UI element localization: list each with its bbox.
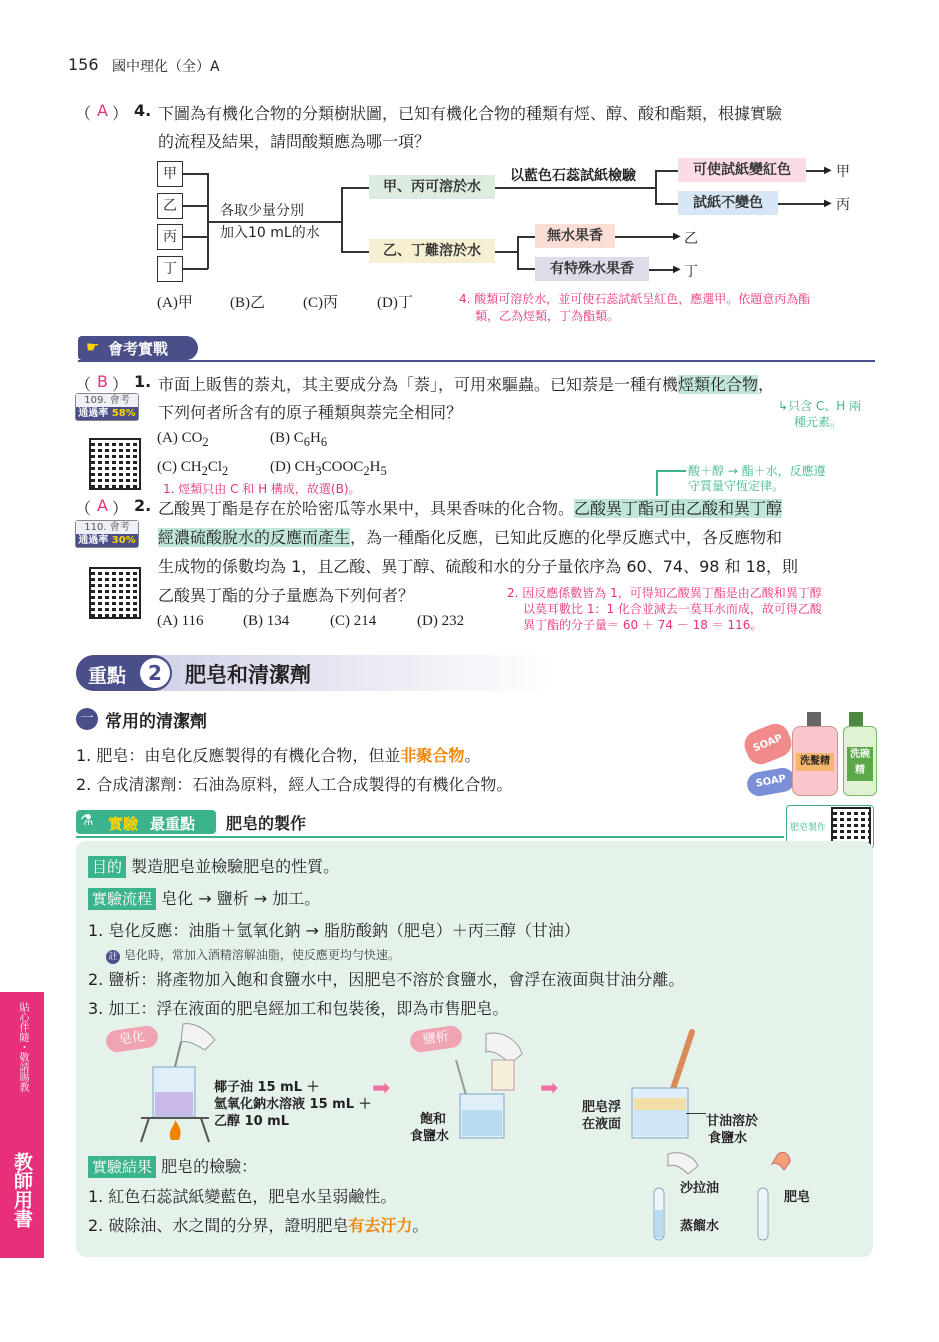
reagent-line1: 椰子油 15 mL ＋ — [214, 1080, 320, 1095]
e1-option-c: (C) $CH_2Cl_2$ — [157, 459, 229, 478]
sub1-badge: 一 — [76, 708, 98, 730]
q4-option-d: (D)丁 — [377, 295, 413, 311]
e1-answer: B — [97, 372, 108, 391]
e2-side-note-line2: 守質量守恆定律。 — [688, 479, 785, 493]
exam-banner-label: 會考實戰 — [108, 340, 169, 358]
e2-option-b: (B) 134 — [243, 613, 290, 629]
e2-pass-rate-badge: 110. 會考 通過率 30% — [75, 520, 139, 548]
e2-lparen: （ — [75, 499, 92, 518]
insoluble-box: 乙、丁難溶於水 — [369, 239, 495, 263]
saltout-label: 鹽析 — [409, 1024, 464, 1053]
salting-out-setup-icon — [446, 1030, 526, 1142]
res-bing: 丙 — [836, 197, 850, 213]
step3-line: 3. 加工：浮在液面的肥皂經加工和包裝後，即為市售肥皂。 — [88, 999, 509, 1018]
section-title: 肥皂和清潔劑 — [185, 663, 311, 687]
e2-note-line3: 異丁酯的分子量＝ 60 ＋ 74 － 18 ＝ 116。 — [523, 618, 763, 632]
shampoo-bottle-icon: 洗髮精 — [792, 726, 838, 796]
flow-line: 實驗流程 皂化 → 鹽析 → 加工。 — [88, 886, 320, 910]
res-yi: 乙 — [684, 231, 698, 247]
e1-side-note-line2: 種元素。 — [794, 415, 843, 429]
e1-side-note-line1: ↳只含 C、H 兩 — [778, 399, 862, 413]
res-ding: 丁 — [684, 264, 698, 280]
e2-text-line4: 乙酸異丁酯的分子量應為下列何者？ — [158, 586, 415, 605]
result-title: 實驗結果 肥皂的檢驗： — [88, 1154, 257, 1178]
e2-side-note-line1: 酸＋醇 → 酯＋水，反應遵 — [688, 464, 826, 478]
heating-setup-icon — [135, 1022, 225, 1144]
odor-box: 有特殊水果香 — [535, 257, 649, 281]
book-title: 國中理化（全）A — [112, 59, 220, 75]
pointing-hand-icon: ☛ — [86, 338, 100, 356]
floating-soap-beaker-icon — [622, 1028, 702, 1144]
q4-note-line2: 類，乙為烴類，丁為酯類。 — [475, 309, 620, 323]
sample-yi: 乙 — [157, 193, 183, 219]
section-number: 2 — [140, 658, 170, 688]
glycerol-line2: 食鹽水 — [708, 1131, 748, 1146]
brine-line1: 飽和 — [420, 1112, 447, 1127]
q4-option-b: (B)乙 — [230, 295, 265, 311]
e2-rparen: ） — [112, 499, 129, 518]
dish-soap-bottle-icon: 洗碗精 — [843, 726, 877, 796]
noodor-box: 無水果香 — [535, 224, 615, 248]
sub1-line2: 2. 合成清潔劑：石油為原料，經人工合成製得的有機化合物。 — [76, 775, 513, 794]
e2-text-line3: 生成物的係數均為 1，且乙酸、異丁醇、硫酸和水的分子量依序為 60、74、98 和 18，則 — [158, 557, 798, 576]
e1-qr-code-icon[interactable] — [89, 438, 141, 490]
litmus-label: 以藍色石蕊試紙檢驗 — [510, 168, 636, 184]
e1-pass-rate-badge: 109. 會考 通過率 58% — [75, 393, 139, 421]
e2-note-line1: 2. 因反應係數皆為 1，可得知乙酸異丁酯是由乙酸和異丁醇 — [507, 586, 822, 600]
step1-line: 1. 皂化反應：油脂＋氫氧化鈉 → 脂肪酸鈉（肥皂）＋丙三醇（甘油） — [88, 921, 580, 940]
flask-icon: ⚗ — [80, 811, 94, 829]
q4-lparen: （ — [75, 104, 92, 123]
glycerol-line1: 甘油溶於 — [706, 1114, 759, 1129]
res-jia: 甲 — [836, 164, 850, 180]
e2-option-c: (C) 214 — [330, 613, 377, 629]
sample-bing: 丙 — [157, 224, 183, 250]
e1-rparen: ） — [112, 375, 129, 394]
result-line2: 2. 破除油、水之間的分界，證明肥皂有去汙力。 — [88, 1216, 429, 1235]
experiment-tag: ⚗ 實驗 最重點 — [76, 810, 216, 834]
e2-answer: A — [97, 496, 108, 515]
soap-making-qr[interactable]: 肥皂製作 — [786, 805, 874, 849]
q4-answer: A — [97, 101, 108, 120]
e2-number: 2. — [134, 496, 152, 515]
exam-banner — [78, 336, 198, 360]
sample-jia: 甲 — [157, 161, 183, 187]
e1-note: 1. 烴類只由 C 和 H 構成，故選(B)。 — [163, 482, 361, 496]
red-result-box: 可使試紙變紅色 — [678, 158, 806, 182]
water-label: 蒸餾水 — [680, 1219, 720, 1234]
e1-text-line2: 下列何者所含有的原子種類與萘完全相同？ — [158, 403, 463, 422]
sample-ding: 丁 — [157, 256, 183, 282]
soap-label: 肥皂 — [784, 1190, 811, 1205]
nochange-box: 試紙不變色 — [678, 191, 778, 215]
q4-text-line2: 的流程及結果，請問酸類應為哪一項？ — [158, 132, 431, 151]
sub1-title: 常用的清潔劑 — [105, 712, 207, 732]
e2-option-a: (A) 116 — [157, 613, 204, 629]
teacher-edition-sidebar — [0, 992, 44, 1258]
banner-rule — [78, 360, 875, 362]
e2-text-line1: 乙酸異丁酯是存在於哈密瓜等水果中，具果香味的化合物。乙酸異丁酯可由乙酸和異丁醇 — [158, 499, 783, 518]
section-label: 重點 — [88, 665, 127, 687]
arrow-right-icon: ➡ — [540, 1076, 559, 1101]
saponify-label: 皂化 — [105, 1024, 160, 1053]
e2-note-line2: 以莫耳數比 1：1 化合並減去一莫耳水而成，故可得乙酸 — [523, 602, 822, 616]
e1-option-b: (B) $C_6H_6$ — [270, 430, 328, 449]
arrow-right-icon: ➡ — [372, 1076, 391, 1101]
reagent-line3: 乙醇 10 mL — [214, 1114, 289, 1129]
reagent-line2: 氫氧化鈉水溶液 15 mL ＋ — [214, 1097, 372, 1112]
q4-note-line1: 4. 酸類可溶於水，並可使石蕊試紙呈紅色，應選甲。依題意丙為酯 — [459, 292, 811, 306]
salad-oil-label: 沙拉油 — [680, 1181, 720, 1196]
e1-number: 1. — [134, 372, 152, 391]
e1-text-line1: 市面上販售的萘丸，其主要成分為「萘」，可用來驅蟲。已知萘是一種有機烴類化合物， — [158, 375, 775, 394]
step1-line2: 加入10 mL的水 — [220, 225, 320, 241]
purpose-line: 目的 製造肥皂並檢驗肥皂的性質。 — [88, 854, 339, 878]
experiment-title: 肥皂的製作 — [226, 814, 307, 833]
sub1-line1: 1. 肥皂：由皂化反應製得的有機化合物，但並非聚合物。 — [76, 746, 481, 765]
q4-text-line1: 下圖為有機化合物的分類樹狀圖，已知有機化合物的種類有烴、醇、酸和酯類，根據實驗 — [158, 104, 783, 123]
soluble-box: 甲、丙可溶於水 — [369, 175, 495, 199]
e1-option-a: (A) $CO_2$ — [157, 430, 209, 449]
e1-option-d: (D) $CH_3COOC_2H_5$ — [270, 459, 387, 478]
e1-lparen: （ — [75, 375, 92, 394]
q4-rparen: ） — [112, 104, 129, 123]
q4-number: 4. — [134, 101, 152, 120]
brine-line2: 食鹽水 — [410, 1129, 450, 1144]
float-line1: 肥皂浮 — [582, 1100, 622, 1115]
result-line1: 1. 紅色石蕊試紙變藍色，肥皂水呈弱鹼性。 — [88, 1187, 397, 1206]
step2-line: 2. 鹽析：將產物加入飽和食鹽水中，因肥皂不溶於食鹽水，會浮在液面與甘油分離。 — [88, 970, 685, 989]
e2-option-d: (D) 232 — [417, 613, 465, 629]
page-number: 156 — [68, 55, 99, 74]
e2-qr-code-icon[interactable] — [89, 567, 141, 619]
sidebar-big-text: 教師用書 — [11, 1152, 33, 1228]
sidebar-small-text: 貼心伴隨・敬請賜教 — [17, 1002, 28, 1092]
step1-line1: 各取少量分別 — [220, 203, 304, 219]
float-line2: 在液面 — [582, 1117, 622, 1132]
q4-option-c: (C)丙 — [303, 295, 338, 311]
e2-text-line2: 經濃硫酸脫水的反應而產生，為一種酯化反應，已知此反應的化學反應式中，各反應物和 — [158, 528, 783, 547]
experiment-note: 註 皂化時，常加入酒精溶解油脂，使反應更均勻快速。 — [106, 946, 400, 964]
pink-soap-icon: SOAP — [740, 720, 795, 769]
q4-option-a: (A)甲 — [157, 295, 193, 311]
blue-soap-icon: SOAP — [745, 766, 796, 798]
